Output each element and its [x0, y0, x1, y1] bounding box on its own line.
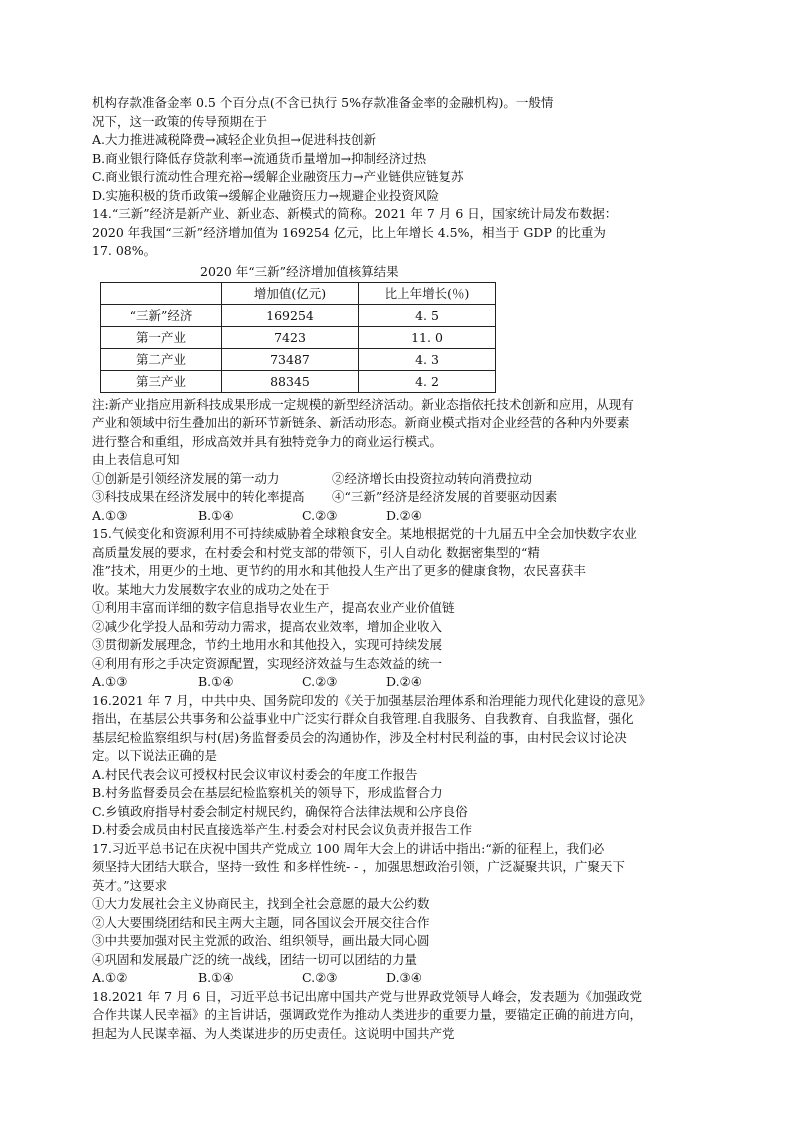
q14-note-line: 注:新产业指应用新科技成果形成一定规模的新型经济活动。新业态指依托技术创新和应用，从现有 — [92, 396, 634, 412]
q15-stem-line: 15.气候变化和资源利用不可持续威胁着全球粮食安全。某地根据党的十九届五中全会加快数字农业 — [92, 526, 637, 541]
q17-statement: ④巩固和发展最广泛的统一战线，团结一切可以团结的力量 — [92, 951, 418, 967]
q17-statement: ②人大要围绕团结和民主两大主题，同各国议会开展交往合作 — [92, 914, 430, 930]
table-cell: 169254 — [222, 304, 359, 326]
q16-stem-line: 定。以下说法正确的是 — [92, 748, 218, 763]
choice-d: D.②④ — [386, 507, 422, 523]
q14-stem-line: 17. 08%。 — [92, 243, 157, 258]
table-cell: 73487 — [222, 348, 359, 370]
question-13-continuation — [92, 94, 704, 205]
table-cell: 7423 — [222, 326, 359, 348]
q15-statement: ④利用有形之手决定资源配置，实现经济效益与生态效益的统一 — [92, 655, 443, 671]
table-cell: 88345 — [222, 370, 359, 392]
table-cell: 第一产业 — [101, 326, 222, 348]
q15-statement: ①利用丰富而详细的数字信息指导农业生产，提高农业产业价值链 — [92, 600, 455, 615]
table-header-cell: 增加值(亿元) — [222, 282, 359, 304]
q18-stem-line: 合作共谋人民幸福》的主旨讲话，强调政党作为推动人类进步的重要力量，要锚定正确的前进方向， — [92, 1007, 643, 1022]
q16-option-c: C.乡镇政府指导村委会制定村规民约，确保符合法律法规和公序良俗 — [92, 803, 468, 819]
choice-a: A.①③ — [92, 674, 128, 689]
q16-option-a: A.村民代表会议可授权村民会议审议村委会的年度工作报告 — [92, 766, 418, 782]
table-cell: 第二产业 — [101, 348, 222, 370]
q14-statement: ④“三新”经济是经济发展的首要驱动因素 — [332, 489, 558, 504]
table-cell: 4. 3 — [359, 348, 496, 370]
q13-stem-line: 机构存款准备金率 0.5 个百分点(不含已执行 5%存款准备金率的金融机构)。一般情 — [92, 95, 554, 110]
question-15 — [92, 525, 704, 692]
q15-stem-line: 收。某地大力发展数字农业的成功之处在于 — [92, 581, 330, 597]
q13-option-c: C.商业银行流动性合理充裕→缓解企业融资压力→产业链供应链复苏 — [92, 169, 464, 184]
choice-b: B.①④ — [198, 674, 234, 689]
q15-statement: ③贯彻新发展理念，节约土地用水和其他投入，实现可持续发展 — [92, 637, 443, 652]
choice-d: D.②④ — [386, 674, 422, 689]
choice-c: C.②③ — [302, 970, 338, 985]
choice-c: C.②③ — [302, 674, 338, 689]
q14-prompt: 由上表信息可知 — [92, 452, 180, 467]
question-18 — [92, 988, 704, 1044]
exam-page — [92, 94, 704, 1043]
q16-option-d: D.村委会成员由村民直接选举产生.村委会对村民会议负责并报告工作 — [92, 822, 473, 837]
table-cell: 11. 0 — [359, 326, 496, 348]
q15-choices — [92, 673, 704, 692]
q18-stem-line: 担起为人民谋幸福、为人类谋进步的历史责任。这说明中国共产党 — [92, 1025, 455, 1041]
q17-stem-line: 英才。”这要求 — [92, 877, 168, 893]
q18-stem-line: 18.2021 年 7 月 6 日，习近平总书记出席中国共产党与世界政党领导人峰会，发表题为《加强政党 — [92, 988, 642, 1004]
choice-c: C.②③ — [302, 507, 338, 523]
q14-stem-line: 2020 年我国“三新”经济增加值为 169254 亿元，比上年增长 4.5%，相当于 GDP 的比重为 — [92, 224, 606, 240]
q16-option-b: B.村务监督委员会在基层纪检监察机关的领导下，形成监督合力 — [92, 785, 443, 800]
table-cell: 4. 5 — [359, 304, 496, 326]
table-header-row — [101, 282, 496, 304]
choice-b: B.①④ — [198, 507, 234, 523]
q17-stem-line: 须坚持大团结大联合，坚持一致性 和多样性统- - ，加强思想政治引领，广泛凝聚共识，广聚天下 — [92, 859, 625, 874]
q14-statement: ②经济增长由投资拉动转向消费拉动 — [332, 470, 533, 486]
q17-statement: ③中共要加强对民主党派的政治、组织领导，画出最大同心圆 — [92, 933, 430, 948]
q17-statement: ①大力发展社会主义协商民主，找到全社会意愿的最大公约数 — [92, 896, 430, 911]
q14-statement: ①创新是引领经济发展的第一动力 — [92, 470, 280, 486]
choice-b: B.①④ — [198, 970, 234, 985]
question-16 — [92, 692, 704, 840]
table-row — [101, 370, 496, 392]
q16-stem-line: 基层纪检监察组织与村(居)务监督委员会的沟通协作，涉及全村村民利益的事，由村民会议讨论决 — [92, 729, 627, 745]
q16-stem-line: 指出，在基层公共事务和公益事业中广泛实行群众自我管理.自我服务、自我教育、自我监督，强化 — [92, 711, 634, 726]
q17-choices — [92, 969, 704, 988]
q15-stem-line: 准”技术，用更少的土地、更节约的用水和其他投人生产出了更多的健康食物，农民喜获丰 — [92, 563, 586, 578]
table-cell: 第三产业 — [101, 370, 222, 392]
q15-stem-line: 高质量发展的要求，在村委会和村党支部的带领下，引人自动化 数据密集型的“精 — [92, 544, 540, 560]
table-header-cell: 比上年增长(％) — [359, 282, 496, 304]
table-cell: “三新”经济 — [101, 304, 222, 326]
table-caption: 2020 年“三新”经济增加值核算结果 — [200, 263, 399, 279]
table-row — [101, 304, 496, 326]
q13-option-a: A.大力推进减税降费→减轻企业负担→促进科技创新 — [92, 132, 376, 147]
q17-stem-line: 17.习近平总书记在庆祝中国共产党成立 100 周年大会上的讲话中指出:“新的征程上，我们必 — [92, 840, 605, 856]
question-17 — [92, 840, 704, 988]
q14-choices — [92, 507, 704, 526]
q15-statement: ②减少化学投人品和劳动力需求，提高农业效率，增加企业收入 — [92, 618, 443, 634]
q13-option-d: D.实施积极的货币政策→缓解企业融资压力→规避企业投资风险 — [92, 187, 439, 203]
q14-statement-row — [92, 488, 704, 507]
table-row — [101, 326, 496, 348]
q14-note-line: 产业和领域中衍生叠加出的新环节新链条、新活动形态。新商业模式指对企业经营的各种内外要素 — [92, 415, 630, 430]
q13-option-b: B.商业银行降低存贷款利率→流通货币量增加→抑制经济过热 — [92, 150, 427, 166]
q14-statement-row — [92, 470, 704, 489]
table-header-cell — [101, 282, 222, 304]
q14-note-line: 进行整合和重组，形成高效并具有独特竞争力的商业运行模式。 — [92, 433, 443, 449]
q14-stem-line: 14.“三新”经济是新产业、新业态、新模式的简称。2021 年 7 月 6 日，国家统计局发布数据： — [92, 206, 618, 221]
question-14 — [92, 205, 704, 525]
q14-statement: ③科技成果在经济发展中的转化率提高 — [92, 489, 305, 504]
data-table — [100, 282, 496, 393]
table-row — [101, 348, 496, 370]
q16-stem-line: 16.2021 年 7 月，中共中央、国务院印发的《关于加强基层治理体系和治理能力现代化建设的意见》 — [92, 692, 652, 708]
choice-a: A.①③ — [92, 507, 128, 523]
table-cell: 4. 2 — [359, 370, 496, 392]
choice-a: A.①② — [92, 970, 128, 985]
q13-stem-line: 况下，这一政策的传导预期在于 — [92, 113, 268, 129]
choice-d: D.③④ — [386, 970, 422, 985]
